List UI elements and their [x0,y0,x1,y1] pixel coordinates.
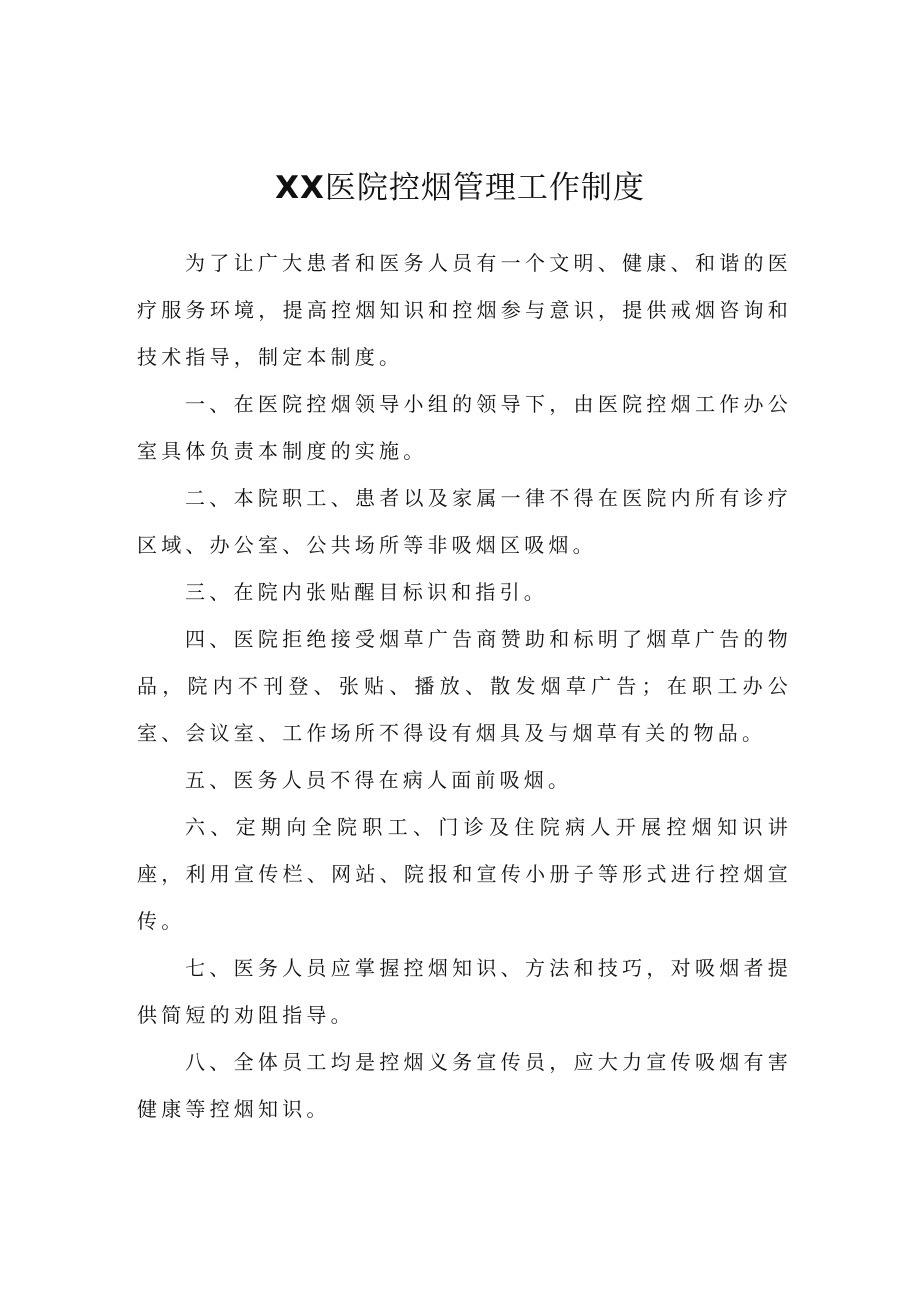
rule-paragraph-2: 二、本院职工、患者以及家属一律不得在医院内所有诊疗区域、办公室、公共场所等非吸烟区吸烟。 [137,486,792,557]
document-title [0,162,920,207]
rule-paragraph-4: 四、医院拒绝接受烟草广告商赞助和标明了烟草广告的物品，院内不刊登、张贴、播放、散发烟草广告；在职工办公室、会议室、工作场所不得设有烟具及与烟草有关的物品。 [137,627,792,745]
rule-paragraph-6: 六、定期向全院职工、门诊及住院病人开展控烟知识讲座，利用宣传栏、网站、院报和宣传小册子等形式进行控烟宣传。 [137,815,792,933]
intro-paragraph: 为了让广大患者和医务人员有一个文明、健康、和谐的医疗服务环境，提高控烟知识和控烟参与意识，提供戒烟咨询和技术指导，制定本制度。 [137,251,792,369]
rule-paragraph-5: 五、医务人员不得在病人面前吸烟。 [185,768,573,792]
title-main: 医院控烟管理工作制度 [324,170,645,206]
rule-paragraph-8: 八、全体员工均是控烟义务宣传员，应大力宣传吸烟有害健康等控烟知识。 [137,1050,792,1121]
rule-paragraph-1: 一、在医院控烟领导小组的领导下，由医院控烟工作办公室具体负责本制度的实施。 [137,392,792,463]
document-body [137,240,792,1133]
rule-paragraph-3: 三、在院内张贴醒目标识和指引。 [185,580,548,604]
rule-paragraph-7: 七、医务人员应掌握控烟知识、方法和技巧，对吸烟者提供简短的劝阻指导。 [137,956,792,1027]
title-prefix: XX [275,170,325,206]
